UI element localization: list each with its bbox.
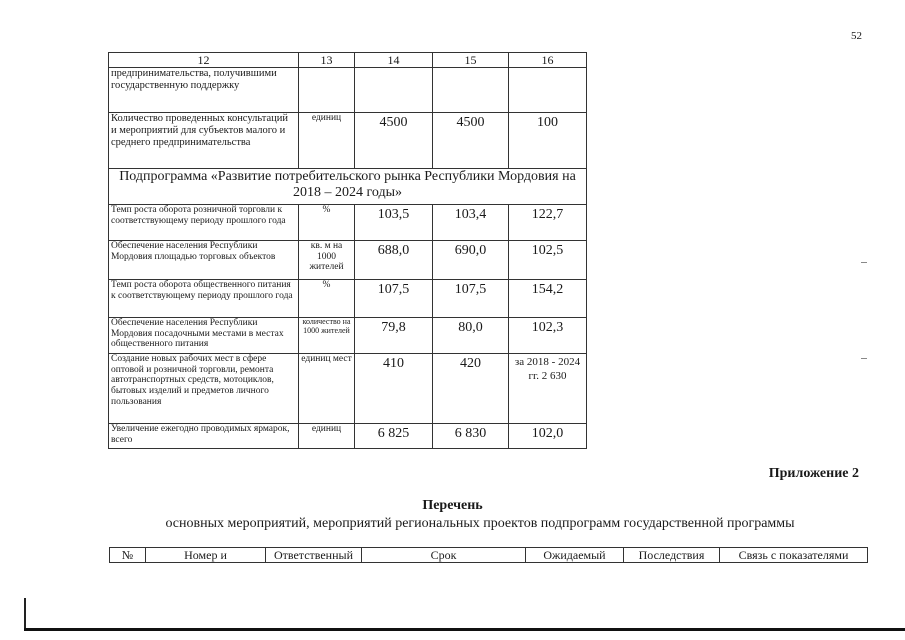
indicator-cell: Темп роста оборота общественного питания к соответствующему периоду прошлого года: [109, 280, 299, 318]
col-header-consequences: Последствия: [624, 548, 720, 563]
col-header-responsible: Ответственный: [266, 548, 362, 563]
unit-cell: количество на 1000 жителей: [299, 318, 355, 354]
value-cell: [509, 68, 587, 113]
unit-cell: [299, 68, 355, 113]
list-title: Перечень: [422, 498, 483, 513]
table-row: [109, 354, 587, 424]
indicator-cell: Количество проведенных консультаций и мероприятий для субъектов малого и среднего предпринимательства: [109, 113, 299, 169]
table-header-row: [109, 53, 587, 68]
table-row: [109, 113, 587, 169]
unit-cell: %: [299, 280, 355, 318]
unit-cell: единиц: [299, 424, 355, 449]
col-header: 14: [355, 53, 433, 68]
value-cell: [355, 68, 433, 113]
list-subtitle: основных мероприятий, мероприятий региональных проектов подпрограмм государственной программы: [165, 516, 795, 531]
value-cell: 4500: [433, 113, 509, 169]
indicator-cell: Обеспечение населения Республики Мордовия посадочными местами в местах общественного питания: [109, 318, 299, 354]
value-cell: 102,0: [509, 424, 587, 449]
value-cell: 102,3: [509, 318, 587, 354]
col-header-term: Срок: [362, 548, 526, 563]
value-cell: 410: [355, 354, 433, 424]
subprogram-title: Подпрограмма «Развитие потребительского рынка Республики Мордовия на 2018 – 2024 годы»: [109, 169, 587, 205]
unit-cell: %: [299, 205, 355, 241]
col-header: 16: [509, 53, 587, 68]
value-cell: 80,0: [433, 318, 509, 354]
value-cell: 100: [509, 113, 587, 169]
value-cell: 690,0: [433, 241, 509, 280]
table-row: [109, 205, 587, 241]
value-cell: 154,2: [509, 280, 587, 318]
value-cell: за 2018 - 2024 гг. 2 630: [509, 354, 587, 424]
table-row: [109, 241, 587, 280]
value-cell: 4500: [355, 113, 433, 169]
col-header: 12: [109, 53, 299, 68]
value-cell: 107,5: [355, 280, 433, 318]
value-cell: 103,5: [355, 205, 433, 241]
value-cell: 103,4: [433, 205, 509, 241]
appendix-label: Приложение 2: [768, 466, 859, 481]
value-cell: 122,7: [509, 205, 587, 241]
page-number: 52: [851, 30, 862, 42]
table-row: [109, 424, 587, 449]
scan-border-left: [24, 598, 26, 630]
col-header-number: №: [110, 548, 146, 563]
indicator-cell: Темп роста оборота розничной торговли к соответствующему периоду прошлого года: [109, 205, 299, 241]
indicator-cell: предпринимательства, получившими государственную поддержку: [109, 68, 299, 113]
table-row: [109, 318, 587, 354]
table-row: [109, 68, 587, 113]
scan-mark: [861, 358, 867, 359]
value-cell: 6 830: [433, 424, 509, 449]
value-cell: 107,5: [433, 280, 509, 318]
activities-table-header: [109, 547, 868, 563]
unit-cell: единиц: [299, 113, 355, 169]
table-header-row: [110, 548, 868, 563]
value-cell: 688,0: [355, 241, 433, 280]
unit-cell: единиц мест: [299, 354, 355, 424]
col-header-expected: Ожидаемый: [526, 548, 624, 563]
col-header: 15: [433, 53, 509, 68]
table-row: [109, 280, 587, 318]
value-cell: 79,8: [355, 318, 433, 354]
unit-cell: кв. м на 1000 жителей: [299, 241, 355, 280]
value-cell: [433, 68, 509, 113]
indicator-cell: Обеспечение населения Республики Мордовия площадью торговых объектов: [109, 241, 299, 280]
indicator-cell: Создание новых рабочих мест в сфере оптовой и розничной торговли, ремонта автотранспортных средств, мотоциклов, бытовых изделий и предметов личного пользования: [109, 354, 299, 424]
value-cell: 420: [433, 354, 509, 424]
col-header-link: Связь с показателями: [720, 548, 868, 563]
col-header-code: Номер и: [146, 548, 266, 563]
indicator-cell: Увеличение ежегодно проводимых ярмарок, всего: [109, 424, 299, 449]
col-header: 13: [299, 53, 355, 68]
indicators-table: [108, 52, 587, 449]
value-cell: 6 825: [355, 424, 433, 449]
value-cell: 102,5: [509, 241, 587, 280]
scan-border-bottom: [24, 628, 905, 631]
scan-mark: [861, 262, 867, 263]
subprogram-row: [109, 169, 587, 205]
